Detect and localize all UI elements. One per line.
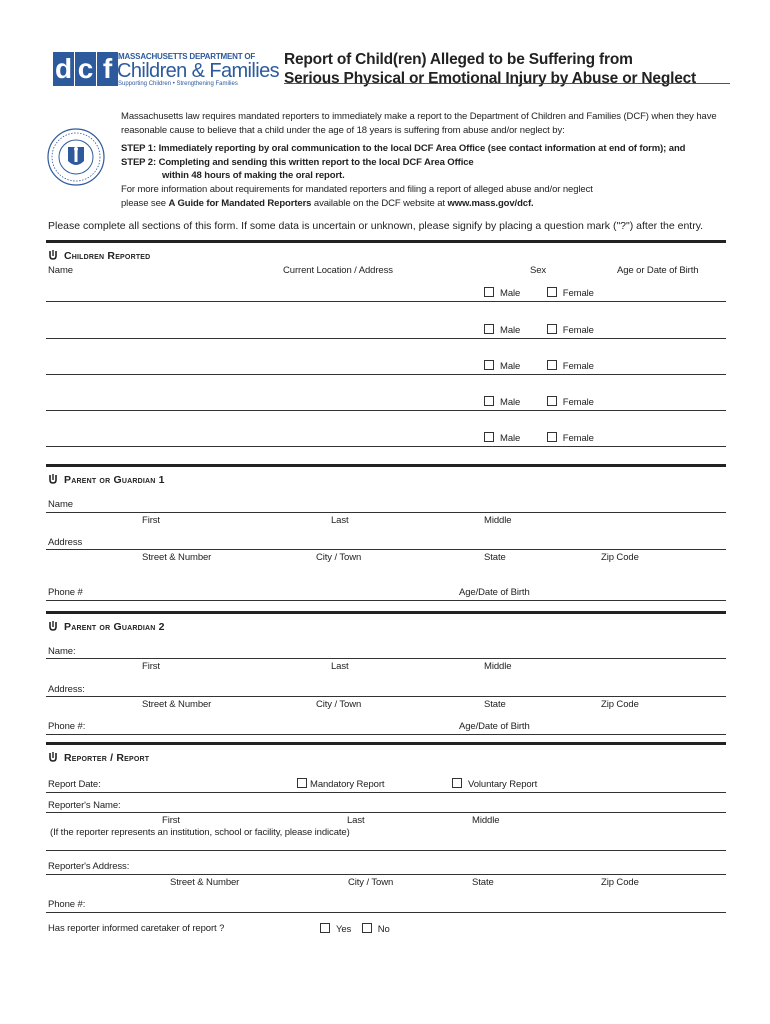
reporter-last-label: Last — [347, 815, 365, 826]
col-header-sex: Sex — [530, 265, 547, 276]
section-divider — [46, 611, 726, 614]
section-marker-icon — [48, 474, 58, 484]
child-row-1-line[interactable] — [46, 301, 726, 302]
guardian2-last-label: Last — [331, 661, 349, 672]
guardian2-first-label: First — [142, 661, 160, 672]
guardian2-street-label: Street & Number — [142, 699, 212, 710]
col-header-age: Age or Date of Birth — [617, 265, 699, 276]
guardian2-zip-label: Zip Code — [601, 699, 639, 710]
voluntary-report-option — [452, 778, 537, 790]
guardian2-age-label: Age/Date of Birth — [459, 721, 530, 732]
org-tagline: Supporting Children • Strengthening Families — [118, 81, 238, 87]
dept-line: MASSACHUSETTS DEPARTMENT OF — [118, 52, 256, 61]
guardian2-middle-label: Middle — [484, 661, 512, 672]
guardian1-state-label: State — [484, 552, 506, 563]
male-label: Male — [500, 361, 521, 372]
child-row-2-sex — [484, 324, 594, 336]
female-label: Female — [562, 433, 594, 444]
reporter-street-label: Street & Number — [170, 877, 240, 888]
institution-line[interactable] — [46, 850, 726, 851]
section-marker-icon — [48, 250, 58, 260]
step2-deadline: within 48 hours of making the oral report. — [162, 170, 345, 181]
mandatory-report-label: Mandatory Report — [310, 779, 385, 790]
dcf-logo-letters — [53, 52, 119, 86]
child-row-2-line[interactable] — [46, 338, 726, 339]
guardian1-street-label: Street & Number — [142, 552, 212, 563]
guardian2-address-line[interactable] — [46, 696, 726, 697]
mandatory-report-checkbox[interactable] — [297, 778, 307, 788]
female-checkbox[interactable] — [547, 432, 557, 442]
form-instruction: Please complete all sections of this form. If some data is uncertain or unknown, please signify by placing a question mark ("?") after the entry. — [48, 220, 704, 232]
intro-paragraph: Massachusetts law requires mandated reporters to immediately make a report to the Department of Children and Families (DCF) when they have reasonable cause to believe that a child under the age of 18 years is suffering from abuse and/or neglect by: — [121, 111, 717, 136]
section-divider — [46, 742, 726, 745]
guardian2-phone-label: Phone #: — [48, 721, 86, 732]
title-underline — [284, 83, 730, 84]
more-info-mid: available on the DCF website at — [311, 198, 448, 209]
institution-note: (If the reporter represents an institution, school or facility, please indicate) — [50, 827, 350, 838]
section-divider — [46, 464, 726, 467]
dcf-website-link[interactable]: www.mass.gov/dcf. — [447, 198, 534, 209]
voluntary-report-checkbox[interactable] — [452, 778, 462, 788]
reporter-name-label: Reporter's Name: — [48, 800, 121, 811]
guardian1-section-header — [48, 474, 165, 486]
male-label: Male — [500, 288, 521, 299]
section-marker-icon — [48, 621, 58, 631]
form-title-line2: Serious Physical or Emotional Injury by Abuse or Neglect — [284, 70, 697, 87]
guardian1-city-label: City / Town — [316, 552, 362, 563]
female-label: Female — [562, 288, 594, 299]
col-header-name: Name — [48, 265, 73, 276]
guide-title: A Guide for Mandated Reporters — [168, 198, 312, 209]
more-info-pre: please see — [121, 198, 169, 209]
report-date-line[interactable] — [46, 792, 726, 793]
form-title-line1: Report of Child(ren) Alleged to be Suffering from — [284, 51, 633, 68]
guardian1-zip-label: Zip Code — [601, 552, 639, 563]
section-marker-icon — [48, 752, 58, 762]
children-section-header — [48, 250, 150, 262]
more-info-line2 — [121, 198, 534, 209]
guardian1-address-label: Address — [48, 537, 83, 548]
reporter-phone-label: Phone #: — [48, 899, 86, 910]
guardian1-phone-line[interactable] — [46, 600, 726, 601]
male-label: Male — [500, 325, 521, 336]
male-checkbox[interactable] — [484, 360, 494, 370]
child-row-5-line[interactable] — [46, 446, 726, 447]
guardian1-middle-label: Middle — [484, 515, 512, 526]
massachusetts-seal-icon — [46, 127, 106, 187]
logo-letter-f: f — [97, 52, 118, 86]
org-name: Children & Families — [117, 60, 279, 82]
yes-label: Yes — [336, 924, 352, 935]
reporter-section-title: Reporter / Report — [64, 752, 150, 764]
no-checkbox[interactable] — [362, 923, 372, 933]
male-checkbox[interactable] — [484, 287, 494, 297]
male-checkbox[interactable] — [484, 324, 494, 334]
female-checkbox[interactable] — [547, 396, 557, 406]
section-divider — [46, 240, 726, 243]
reporter-address-line[interactable] — [46, 874, 726, 875]
guardian1-last-label: Last — [331, 515, 349, 526]
step1-text: STEP 1: Immediately reporting by oral communication to the local DCF Area Office (see contact information at end of form); and — [121, 143, 686, 154]
guardian2-address-label: Address: — [48, 684, 85, 695]
step2-text: STEP 2: Completing and sending this written report to the local DCF Area Office — [121, 157, 474, 168]
female-checkbox[interactable] — [547, 324, 557, 334]
female-checkbox[interactable] — [547, 360, 557, 370]
logo-letter-d: d — [54, 53, 73, 84]
child-row-3-sex — [484, 360, 594, 372]
reporter-city-label: City / Town — [348, 877, 394, 888]
reporter-name-line[interactable] — [46, 812, 726, 813]
child-row-4-line[interactable] — [46, 410, 726, 411]
male-checkbox[interactable] — [484, 396, 494, 406]
guardian1-section-title: Parent or Guardian 1 — [64, 474, 165, 486]
children-section-title: Children Reported — [64, 250, 151, 262]
guardian2-state-label: State — [484, 699, 506, 710]
child-row-5-sex — [484, 432, 594, 444]
no-label: No — [377, 924, 390, 935]
guardian1-name-label: Name — [48, 499, 73, 510]
more-info-line1: For more information about requirements for mandated reporters and filing a report of alleged abuse and/or neglect — [121, 184, 593, 195]
reporter-state-label: State — [472, 877, 494, 888]
caretaker-question: Has reporter informed caretaker of report ? — [48, 923, 225, 934]
col-header-location: Current Location / Address — [283, 265, 393, 276]
female-label: Female — [562, 397, 594, 408]
child-row-1-sex — [484, 287, 594, 299]
guardian2-city-label: City / Town — [316, 699, 362, 710]
child-row-4-sex — [484, 396, 594, 408]
mandatory-report-option — [297, 778, 384, 790]
child-row-3-line[interactable] — [46, 374, 726, 375]
reporter-first-label: First — [162, 815, 180, 826]
reporter-phone-line[interactable] — [46, 912, 726, 913]
guardian1-age-label: Age/Date of Birth — [459, 587, 530, 598]
guardian1-address-line[interactable] — [46, 549, 726, 550]
yes-checkbox[interactable] — [320, 923, 330, 933]
guardian2-section-header — [48, 621, 165, 633]
report-date-label: Report Date: — [48, 779, 101, 790]
male-checkbox[interactable] — [484, 432, 494, 442]
guardian2-phone-line[interactable] — [46, 734, 726, 735]
reporter-middle-label: Middle — [472, 815, 500, 826]
male-label: Male — [500, 397, 521, 408]
female-label: Female — [562, 361, 594, 372]
caretaker-answer — [320, 923, 390, 935]
guardian1-phone-label: Phone # — [48, 587, 83, 598]
female-checkbox[interactable] — [547, 287, 557, 297]
guardian1-name-line[interactable] — [46, 512, 726, 513]
voluntary-report-label: Voluntary Report — [468, 779, 538, 790]
reporter-zip-label: Zip Code — [601, 877, 639, 888]
reporter-address-label: Reporter's Address: — [48, 861, 130, 872]
guardian2-name-line[interactable] — [46, 658, 726, 659]
guardian2-name-label: Name: — [48, 646, 76, 657]
female-label: Female — [562, 325, 594, 336]
reporter-section-header — [48, 752, 149, 764]
guardian1-first-label: First — [142, 515, 160, 526]
male-label: Male — [500, 433, 521, 444]
guardian2-section-title: Parent or Guardian 2 — [64, 621, 165, 633]
logo-letter-c: c — [75, 52, 96, 86]
